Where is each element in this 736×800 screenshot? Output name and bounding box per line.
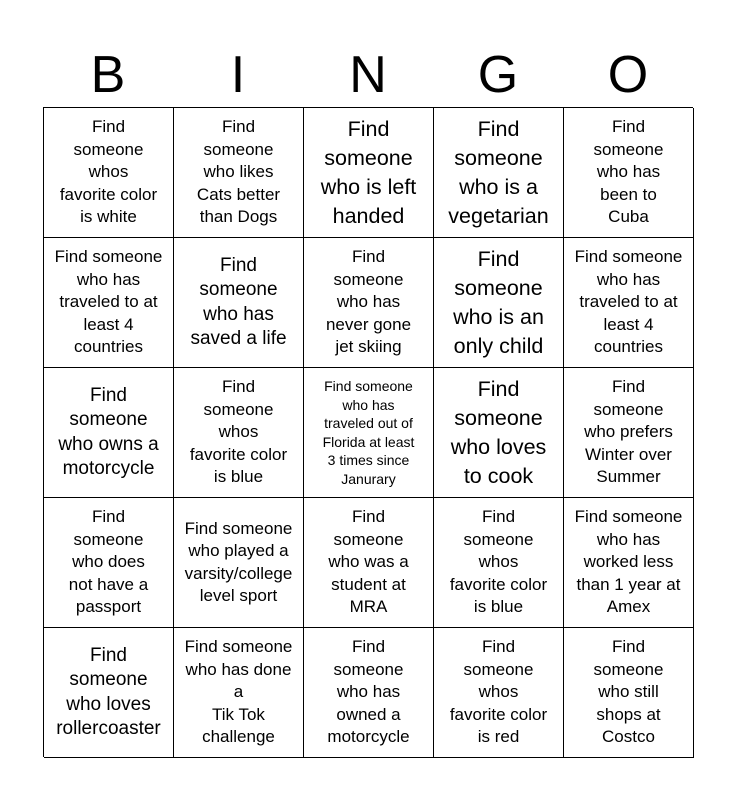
cell-text: Find someone who has saved a life bbox=[190, 254, 287, 349]
bingo-cell[interactable] bbox=[44, 108, 174, 238]
cell-text: Find someone who owns a motorcycle bbox=[58, 384, 159, 479]
cell-text: Find someone who still shops at Costco bbox=[593, 637, 664, 747]
cell-text: Find someone who prefers Winter over Summer bbox=[584, 377, 673, 487]
bingo-cell[interactable] bbox=[174, 108, 304, 238]
bingo-board bbox=[43, 107, 693, 757]
bingo-cell[interactable] bbox=[434, 628, 564, 758]
cell-text: Find someone who is a vegetarian bbox=[448, 116, 549, 228]
bingo-cell[interactable] bbox=[434, 108, 564, 238]
cell-text: Find someone who has traveled to at least 4 countries bbox=[54, 247, 163, 357]
bingo-cell[interactable] bbox=[434, 368, 564, 498]
cell-text: Find someone who has worked less than 1 year at Amex bbox=[574, 507, 683, 617]
bingo-cell[interactable] bbox=[174, 368, 304, 498]
cell-text: Find someone who was a student at MRA bbox=[328, 507, 409, 617]
header-letter-g: G bbox=[477, 46, 519, 104]
bingo-cell[interactable] bbox=[304, 628, 434, 758]
header-letter-o: O bbox=[607, 46, 649, 104]
bingo-cell[interactable] bbox=[564, 498, 694, 628]
cell-text: Find someone who has never gone jet skiing bbox=[325, 247, 412, 357]
bingo-cell[interactable] bbox=[44, 238, 174, 368]
cell-text: Find someone who has traveled out of Florida at least 3 times since Janurary bbox=[322, 378, 415, 487]
bingo-cell[interactable] bbox=[174, 498, 304, 628]
cell-text: Find someone who does not have a passport bbox=[68, 507, 149, 617]
bingo-header bbox=[43, 44, 693, 106]
bingo-cell[interactable] bbox=[174, 628, 304, 758]
cell-text: Find someone who loves to cook bbox=[450, 376, 547, 488]
cell-text: Find someone who has been to Cuba bbox=[593, 117, 664, 227]
cell-text: Find someone who loves rollercoaster bbox=[56, 644, 161, 739]
bingo-cell[interactable] bbox=[44, 368, 174, 498]
bingo-cell[interactable] bbox=[174, 238, 304, 368]
bingo-cell[interactable] bbox=[564, 238, 694, 368]
cell-text: Find someone who played a varsity/college level sport bbox=[184, 518, 293, 605]
cell-text: Find someone who has traveled to at least 4 countries bbox=[574, 247, 683, 357]
cell-text: Find someone who likes Cats better than Dogs bbox=[196, 117, 281, 227]
bingo-cell[interactable] bbox=[304, 108, 434, 238]
cell-text: Find someone whos favorite color is red bbox=[449, 637, 548, 747]
cell-text: Find someone who is an only child bbox=[453, 246, 544, 358]
bingo-cell[interactable] bbox=[44, 628, 174, 758]
cell-text: Find someone whos favorite color is white bbox=[59, 117, 158, 227]
cell-text: Find someone whos favorite color is blue bbox=[189, 377, 288, 487]
bingo-cell[interactable] bbox=[564, 368, 694, 498]
cell-text: Find someone who is left handed bbox=[320, 116, 417, 228]
bingo-cell[interactable] bbox=[304, 498, 434, 628]
header-letter-b: B bbox=[90, 46, 126, 104]
cell-text: Find someone who has owned a motorcycle bbox=[327, 637, 410, 747]
bingo-cell[interactable] bbox=[44, 498, 174, 628]
cell-text: Find someone whos favorite color is blue bbox=[449, 507, 548, 617]
header-letter-n: N bbox=[349, 46, 387, 104]
bingo-cell[interactable] bbox=[564, 108, 694, 238]
cell-text: Find someone who has done a Tik Tok challenge bbox=[184, 637, 293, 747]
bingo-cell[interactable] bbox=[304, 238, 434, 368]
bingo-cell[interactable] bbox=[434, 238, 564, 368]
bingo-cell[interactable] bbox=[434, 498, 564, 628]
header-letter-i: I bbox=[230, 46, 246, 104]
bingo-cell[interactable] bbox=[304, 368, 434, 498]
bingo-cell[interactable] bbox=[564, 628, 694, 758]
